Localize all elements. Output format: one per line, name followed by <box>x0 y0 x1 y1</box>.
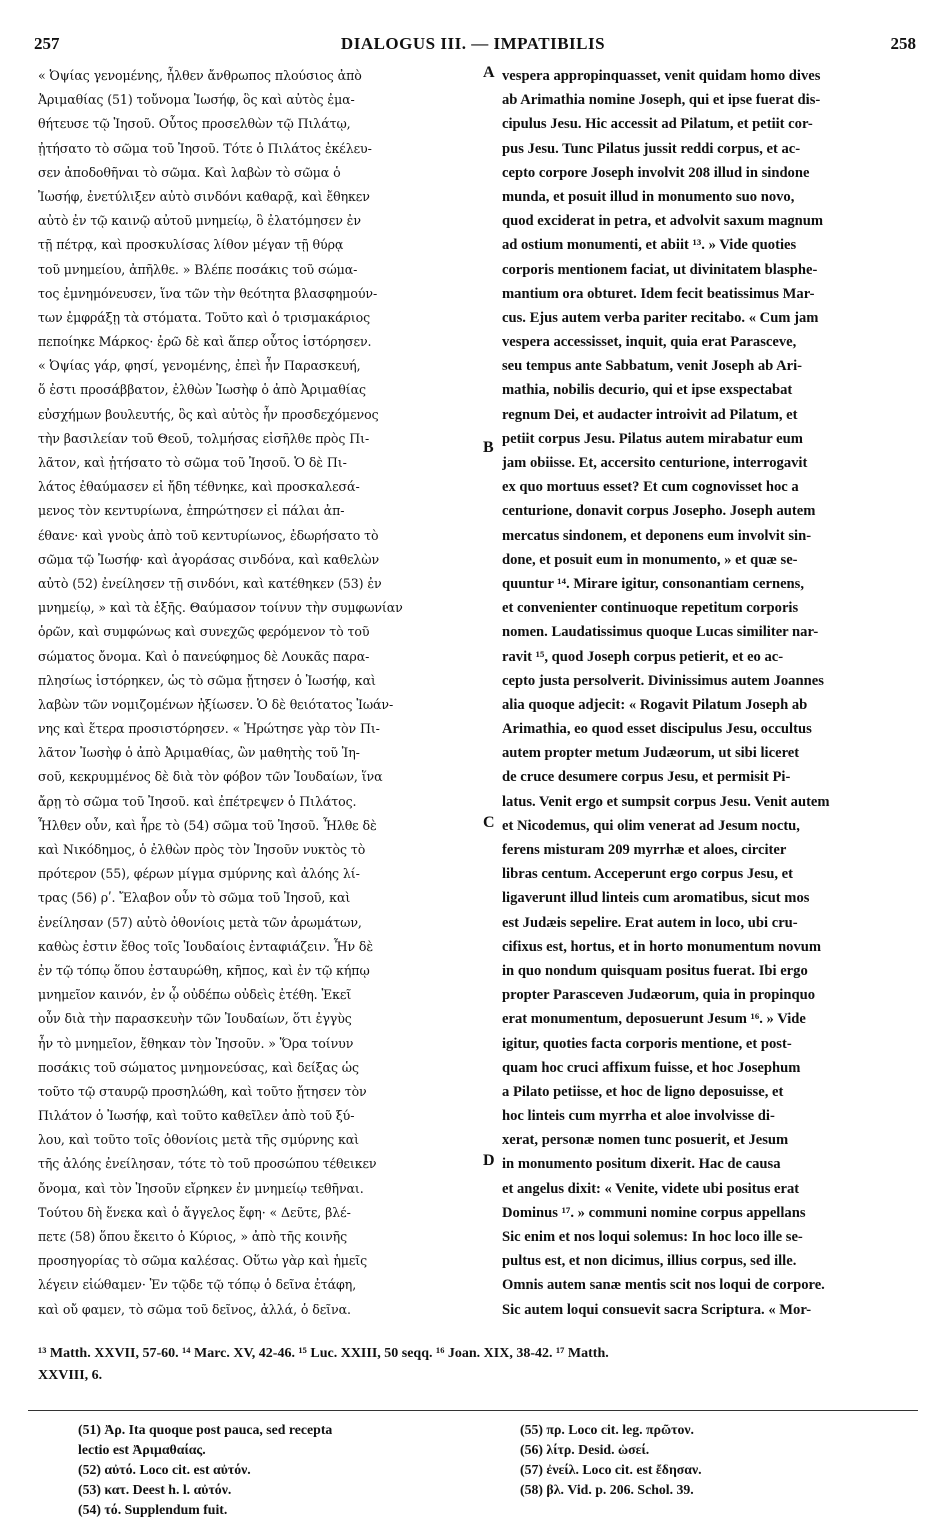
greek-text-line: λᾶτον, καὶ ᾐτήσατο τὸ σῶμα τοῦ Ἰησοῦ. Ὁ δὲ Πι- <box>38 455 347 470</box>
latin-text-line: mathia, nobilis decurio, qui et ipse exspectabat <box>502 382 793 399</box>
scholion: (54) τό. Supplendum fuit. <box>78 1502 228 1517</box>
greek-text-line: Ἰωσήφ, ἐνετύλιξεν αὐτὸ σινδόνι καθαρᾷ, καὶ ἔθηκεν <box>38 188 370 204</box>
latin-text-line: nomen. Laudatissimus quoque Lucas similiter nar- <box>502 624 819 641</box>
latin-text-line: quam hoc cruci affixum fuisse, et hoc Josephum <box>502 1059 801 1076</box>
greek-text-line: μνημείῳ, » καὶ τὰ ἑξῆς. Θαύμασον τοίνυν τὴν συμφωνίαν <box>38 600 403 616</box>
latin-column <box>502 64 914 1322</box>
latin-text-line: petiit corpus Jesu. Pilatus autem mirabatur eum <box>502 430 803 447</box>
greek-text-line: εὐσχήμων βουλευτής, ὃς καὶ αὐτὸς ἦν προσδεχόμενος <box>38 406 379 422</box>
section-letter-b: B <box>483 439 494 456</box>
latin-text-line: pus Jesu. Tunc Pilatus jussit reddi corpus, et ac- <box>502 140 801 157</box>
latin-text-line: Sic autem loqui consuevit sacra Scriptura. « Mor- <box>502 1301 812 1318</box>
greek-text-line: των ἐμφράξῃ τὰ στόματα. Τοῦτο καὶ ὁ τρισμακάριος <box>38 309 371 325</box>
latin-text-line: vespera accessisset, inquit, quia erat Parasceve, <box>502 334 797 351</box>
latin-text-line: a Pilato petiisse, et hoc de ligno deposuisse, et <box>502 1083 784 1100</box>
greek-text-line: μνημεῖον καινόν, ἐν ᾧ οὐδέπω οὐδεὶς ἐτέθη. Ἐκεῖ <box>38 987 352 1003</box>
latin-text-line: erat monumentum, deposuerunt Jesum ¹⁶. » Vide <box>502 1011 806 1028</box>
scholion: lectio est Ἀριμαθαίας. <box>78 1442 206 1457</box>
scholion: (53) κατ. Deest h. l. αὐτόν. <box>78 1482 232 1497</box>
footnotes <box>38 1343 918 1387</box>
scholion: (57) ἐνείλ. Loco cit. est ἔδησαν. <box>520 1462 702 1477</box>
latin-text-line: latus. Venit ergo et sumpsit corpus Jesu. Venit autem <box>502 793 830 810</box>
greek-text-line: θήτευσε τῷ Ἰησοῦ. Οὗτος προσελθὼν τῷ Πιλάτῳ, <box>38 116 351 132</box>
section-letter-a: A <box>483 64 495 81</box>
greek-text-line: ποσάκις τοῦ σώματος μνημονεύσας, καὶ δείξας ὡς <box>38 1059 359 1075</box>
latin-text-line: vespera appropinquasset, venit quidam homo dives <box>502 68 821 84</box>
latin-text-line: et Nicodemus, qui olim venerat ad Jesum noctu, <box>502 817 800 834</box>
greek-text-line: τος ἐμνημόνευσεν, ἵνα τῶν τὴν θεότητα βλασφημούν- <box>38 285 378 301</box>
greek-text-line: τῇ πέτρᾳ, καὶ προσκυλίσας λίθον μέγαν τῇ θύρᾳ <box>38 237 344 253</box>
latin-text-line: corporis mentionem faciat, ut divinitatem blasphe- <box>502 261 818 278</box>
greek-text-line: οὖν διὰ τὴν παρασκευὴν τῶν Ἰουδαίων, ὅτι ἐγγὺς <box>38 1011 352 1027</box>
greek-text-line: ἄρῃ τὸ σῶμα τοῦ Ἰησοῦ. καὶ ἐπέτρεψεν ὁ Πιλάτος. <box>38 793 357 809</box>
latin-text-line: cus. Ejus autem verba pariter recitabo. « Cum jam <box>502 309 819 326</box>
scholion: (56) λίτρ. Desid. ὡσεί. <box>520 1442 650 1457</box>
latin-text-line: ravit ¹⁵, quod Joseph corpus petierit, et eo ac- <box>502 648 784 665</box>
latin-text-line: mercatus sindonem, et deponens eum involvit sin- <box>502 527 812 544</box>
greek-text-line: λου, καὶ τοῦτο τοῖς ὀθονίοις μετὰ τῆς σμύρνης καὶ <box>38 1132 360 1148</box>
greek-text-line: σῶμα τῷ Ἰωσήφ· καὶ ἀγοράσας σινδόνα, καὶ καθελὼν <box>38 551 380 567</box>
greek-text-line: Ἀριμαθίας (51) τοὔνομα Ἰωσήφ, ὃς καὶ αὐτὸς ἐμα- <box>38 92 355 108</box>
greek-text-line: έθανε· καὶ γνοὺς ἀπὸ τοῦ κεντυρίωνος, ἐδωρήσατο τὸ <box>38 527 379 543</box>
latin-text-line: pultus est, et non dicimus, illius corpus, sed ille. <box>502 1253 797 1270</box>
greek-text-line: πλησίως ἱστόρηκεν, ὡς τὸ σῶμα ᾔτησεν ὁ Ἰωσήφ, καὶ <box>38 672 376 688</box>
latin-text-line: munda, et posuit illud in monumento suo novo, <box>502 188 795 205</box>
latin-text-line: centurione, donavit corpus Josepho. Joseph autem <box>502 503 816 520</box>
greek-text-line: σοῦ, κεκρυμμένος δὲ διὰ τὸν φόβον τῶν Ἰουδαίων, ἵνα <box>38 769 383 785</box>
footnote-line: XXVIII, 6. <box>38 1368 103 1383</box>
running-header <box>28 28 918 60</box>
greek-text-line: ᾐτήσατο τὸ σῶμα τοῦ Ἰησοῦ. Τότε ὁ Πιλάτος ἐκέλευ- <box>38 140 372 156</box>
greek-text-line: σεν ἀποδοθῆναι τὸ σῶμα. Καὶ λαβὼν τὸ σῶμα ὁ <box>38 164 341 180</box>
latin-text-line: et convenienter continuoque repetitum corporis <box>502 600 799 617</box>
greek-text-line: ὄνομα, καὶ τὸν Ἰησοῦν εἴρηκεν ἐν μνημείῳ τεθῆναι. <box>38 1180 364 1196</box>
latin-text-line: hoc linteis cum myrrha et aloe involvisse di- <box>502 1108 775 1125</box>
greek-text-line: « Ὀψίας γάρ, φησί, γενομένης, ἐπεὶ ἦν Παρασκευή, <box>38 358 361 374</box>
latin-text-line: cipulus Jesu. Hic accessit ad Pilatum, et petiit cor- <box>502 116 813 133</box>
greek-text-line: λάτος ἐθαύμασεν εἰ ἤδη τέθνηκε, καὶ προσκαλεσά- <box>38 479 360 495</box>
latin-text-line: igitur, quoties facta corporis mentione, et post- <box>502 1035 792 1052</box>
latin-text-line: Arimathia, eo quod esset discipulus Jesu, occultus <box>502 721 812 738</box>
greek-text-line: νης καὶ ἕτερα προσιστόρησεν. « Ἠρώτησε γὰρ τὸν Πι- <box>38 721 380 737</box>
greek-text-line: « Ὀψίας γενομένης, ἦλθεν ἄνθρωπος πλούσιος ἀπὸ <box>38 68 362 83</box>
greek-text-line: ὁρῶν, καὶ συμφώνως καὶ συνεχῶς φερόμενον τὸ τοῦ <box>38 624 370 640</box>
latin-text-line: seu tempus ante Sabbatum, venit Joseph ab Ari- <box>502 358 803 375</box>
greek-text-line: λᾶτον Ἰωσὴφ ὁ ἀπὸ Ἀριμαθίας, ὢν μαθητὴς τοῦ Ἰη- <box>38 745 360 761</box>
latin-text-line: Dominus ¹⁷. » communi nomine corpus appellans <box>502 1204 806 1221</box>
latin-text-line: propter Parasceven Judæorum, quia in propinquo <box>502 987 816 1004</box>
page <box>28 28 918 1518</box>
greek-text-line: σώματος ὄνομα. Καὶ ὁ πανεύφημος δὲ Λουκᾶς παρα- <box>38 648 370 664</box>
latin-text-line: jam obiisse. Et, accersito centurione, interrogavit <box>502 455 808 471</box>
greek-text-line: Πιλάτον ὁ Ἰωσήφ, καὶ τοῦτο καθεῖλεν ἀπὸ τοῦ ξύ- <box>38 1108 355 1124</box>
greek-text-line: προσηγορίας τὸ σῶμα καλέσας. Οὕτω γὰρ καὶ ἡμεῖς <box>38 1253 368 1269</box>
latin-text-line: Sic enim et nos loqui solemus: In hoc loco ille se- <box>502 1229 803 1245</box>
greek-column <box>38 64 470 1322</box>
greek-text-line: λαβὼν τῶν νομιζομένων ἠξίωσεν. Ὁ δὲ θειότατος Ἰωάν- <box>38 696 394 712</box>
latin-text-line: ab Arimathia nomine Joseph, qui et ipse fuerat dis- <box>502 92 821 109</box>
latin-text-line: quod exciderat in petra, et advolvit saxum magnum <box>502 213 824 230</box>
latin-text-line: alia quoque adjecit: « Rogavit Pilatum Joseph ab <box>502 696 808 713</box>
latin-text-line: Omnis autem sanæ mentis scit nos loqui de corpore. <box>502 1277 825 1294</box>
greek-text-line: Ἦλθεν οὖν, καὶ ἦρε τὸ (54) σῶμα τοῦ Ἰησοῦ. Ἦλθε δὲ <box>38 817 377 833</box>
latin-text-line: ad ostium monumenti, et abiit ¹³. » Vide quoties <box>502 237 797 254</box>
latin-text-line: et angelus dixit: « Venite, videte ubi positus erat <box>502 1180 800 1197</box>
greek-text-line: πετε (58) ὅπου ἔκειτο ὁ Κύριος, » ἀπὸ τῆς κοινῆς <box>38 1229 348 1244</box>
latin-text-line: regnum Dei, et audacter introivit ad Pilatum, et <box>502 406 798 423</box>
text-columns <box>28 64 918 1334</box>
latin-text-line: quuntur ¹⁴. Mirare igitur, consonantiam cernens, <box>502 575 804 592</box>
divider <box>28 1410 918 1411</box>
greek-text-line: ὅ ἐστι προσάββατον, ἐλθὼν Ἰωσὴφ ὁ ἀπὸ Ἀριμαθίας <box>38 382 366 398</box>
scholion: (52) αὐτό. Loco cit. est αὐτόν. <box>78 1462 251 1477</box>
section-letter-d: D <box>483 1152 495 1169</box>
greek-text-line: ἦν τὸ μνημεῖον, ἔθηκαν τὸν Ἰησοῦν. » Ὅρα τοίνυν <box>38 1035 354 1051</box>
latin-text-line: de cruce desumere corpus Jesu, et permisit Pi- <box>502 769 791 786</box>
latin-text-line: xerat, personæ nomen tunc posuerit, et Jesum <box>502 1132 789 1149</box>
latin-text-line: ex quo mortuus esset? Et cum cognovisset hoc a <box>502 479 799 496</box>
latin-text-line: mantium ora obturet. Idem fecit beatissimus Mar- <box>502 285 815 302</box>
scholia-right <box>520 1420 900 1500</box>
greek-text-line: πεποίηκε Μάρκος· ἐρῶ δὲ καὶ ἅπερ οὗτος ἱστόρησεν. <box>38 334 372 350</box>
footnote-line: ¹³ Matth. XXVII, 57-60. ¹⁴ Marc. XV, 42-46. ¹⁵ Luc. XXIII, 50 seqq. ¹⁶ Joan. XIX, 38-42. ¹⁷ Matth. <box>38 1346 609 1361</box>
page-number-left: 257 <box>34 34 60 53</box>
greek-text-line: τοῦ μνημείου, ἀπῆλθε. » Βλέπε ποσάκις τοῦ σώμα- <box>38 261 358 277</box>
scholion: (51) Ἀρ. Ita quoque post pauca, sed recepta <box>78 1422 333 1437</box>
greek-text-line: λέγειν εἰώθαμεν· Ἐν τῷδε τῷ τόπῳ ὁ δεῖνα ἐτάφη, <box>38 1277 357 1293</box>
greek-text-line: ἐνείλησαν (57) αὐτὸ ὀθονίοις μετὰ τῶν ἀρωμάτων, <box>38 914 362 930</box>
greek-text-line: αὐτὸ (52) ἐνείλησεν τῇ σινδόνι, καὶ κατέθηκεν (53) ἐν <box>38 575 382 591</box>
greek-text-line: Τούτου δὴ ἕνεκα καὶ ὁ ἄγγελος ἔφη· « Δεῦτε, βλέ- <box>38 1204 351 1220</box>
greek-text-line: τὴν βασιλείαν τοῦ Θεοῦ, τολμήσας εἰσῆλθε πρὸς Πι- <box>38 430 370 446</box>
latin-text-line: est Judæis sepelire. Erat autem in loco, ubi cru- <box>502 914 798 931</box>
greek-text-line: πρότερον (55), φέρων μίγμα σμύρνης καὶ ἀλόης λί- <box>38 866 360 882</box>
latin-text-line: in quo nondum quisquam positus fuerat. Ibi ergo <box>502 962 808 979</box>
latin-text-line: ligaverunt illud linteis cum aromatibus, sicut mos <box>502 890 810 907</box>
latin-text-line: cepto justa persolverit. Divinissimus autem Joannes <box>502 672 824 689</box>
greek-text-line: καὶ οὔ φαμεν, τὸ σῶμα τοῦ δεῖνος, ἀλλά, ὁ δεῖνα. <box>38 1301 351 1317</box>
greek-text-line: ἐν τῷ τόπῳ ὅπου ἐσταυρώθη, κῆπος, καὶ ἐν τῷ κήπῳ <box>38 962 370 978</box>
greek-text-line: τοῦτο τῷ σταυρῷ προσηλώθη, καὶ τοῦτο ᾔτησεν τὸν <box>38 1083 367 1099</box>
latin-text-line: libras centum. Acceperunt ergo corpus Jesu, et <box>502 866 794 883</box>
greek-text-line: τῆς ἀλόης ἐνείλησαν, τότε τὸ τοῦ προσώπου τέθεικεν <box>38 1156 377 1172</box>
section-letter-c: C <box>483 814 495 831</box>
latin-text-line: cepto corpore Joseph involvit 208 illud in sindone <box>502 164 810 181</box>
latin-text-line: autem propter metum Judæorum, ut sibi liceret <box>502 745 800 762</box>
scholia-left <box>78 1420 518 1520</box>
latin-text-line: cifixus est, hortus, et in horto monumentum novum <box>502 938 822 955</box>
latin-text-line: in monumento positum dixerit. Hac de causa <box>502 1156 781 1173</box>
latin-text-line: done, et posuit eum in monumento, » et quæ se- <box>502 551 798 568</box>
page-number-right: 258 <box>890 34 916 53</box>
greek-text-line: αὐτὸ ἐν τῷ καινῷ αὐτοῦ μνημείῳ, ὃ ἐλατόμησεν ἐν <box>38 213 361 229</box>
running-title: DIALOGUS III. — IMPATIBILIS <box>340 34 606 53</box>
latin-text-line: ferens misturam 209 myrrhæ et aloes, circiter <box>502 842 787 858</box>
greek-text-line: καὶ Νικόδημος, ὁ ἐλθὼν πρὸς τὸν Ἰησοῦν νυκτὸς τὸ <box>38 842 366 857</box>
scholion: (55) πρ. Loco cit. leg. πρῶτον. <box>520 1422 694 1437</box>
greek-text-line: μενος τὸν κεντυρίωνα, ἐπηρώτησεν εἰ πάλαι ἀπ- <box>38 503 345 519</box>
scholion: (58) βλ. Vid. p. 206. Schol. 39. <box>520 1482 694 1497</box>
greek-text-line: καθὼς ἐστιν ἔθος τοῖς Ἰουδαίοις ἐνταφιάζειν. Ἦν δὲ <box>38 938 374 954</box>
greek-text-line: τρας (56) ρʹ. Ἔλαβον οὖν τὸ σῶμα τοῦ Ἰησοῦ, καὶ <box>38 890 351 906</box>
